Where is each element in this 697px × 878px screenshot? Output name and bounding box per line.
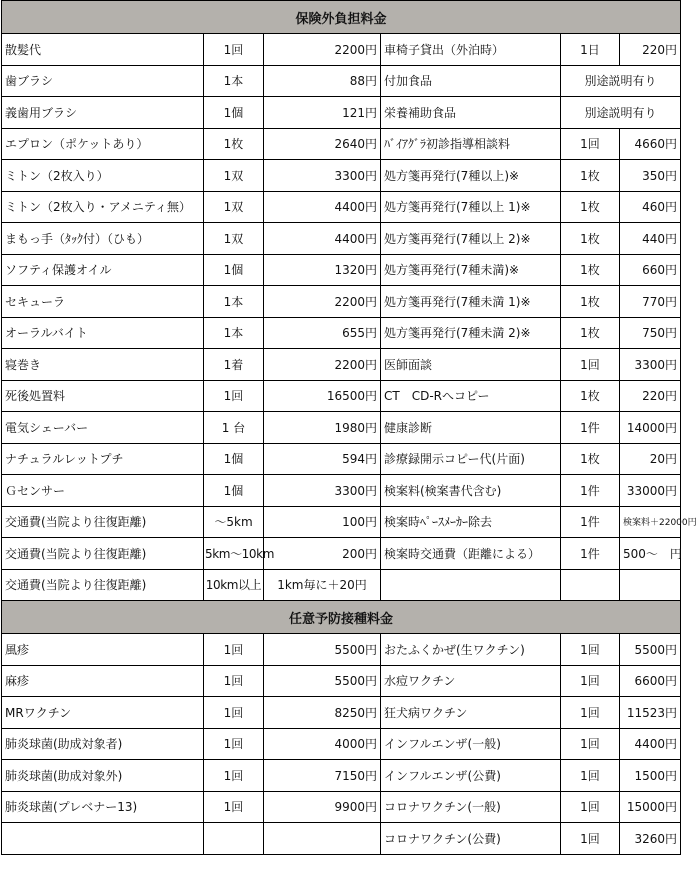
item-note: 別途説明有り <box>561 65 681 97</box>
item-name: Ｇセンサー <box>2 475 204 507</box>
item-quantity: 1個 <box>204 97 264 129</box>
item-name: ミトン（2枚入り・アメニティ無） <box>2 191 204 223</box>
item-quantity: 1双 <box>204 160 264 192</box>
section-header-row <box>2 601 681 634</box>
item-price: 4000円 <box>264 728 381 760</box>
item-price: 220円 <box>620 34 681 66</box>
item-quantity: 1件 <box>561 475 620 507</box>
item-price: 20円 <box>620 443 681 475</box>
item-name: 寝巻き <box>2 349 204 381</box>
item-quantity: 1枚 <box>204 128 264 160</box>
item-quantity: 1枚 <box>561 191 620 223</box>
item-quantity <box>204 823 264 855</box>
item-price: 460円 <box>620 191 681 223</box>
item-price: 500～ 円 <box>620 538 681 570</box>
item-name: 水痘ワクチン <box>381 665 561 697</box>
item-name: 散髪代 <box>2 34 204 66</box>
table-row <box>2 65 681 97</box>
item-quantity: 1回 <box>561 823 620 855</box>
item-quantity: 1枚 <box>561 380 620 412</box>
item-price: 検案料＋22000円 <box>620 506 681 538</box>
table-row <box>2 760 681 792</box>
item-quantity: 1枚 <box>561 286 620 318</box>
item-name: 電気シェーバー <box>2 412 204 444</box>
item-name: 健康診断 <box>381 412 561 444</box>
item-quantity: 1枚 <box>561 160 620 192</box>
item-quantity: 1枚 <box>561 223 620 255</box>
item-name: 車椅子貸出（外泊時） <box>381 34 561 66</box>
item-name <box>2 823 204 855</box>
item-name: コロナワクチン(一般) <box>381 791 561 823</box>
item-name: 医師面談 <box>381 349 561 381</box>
item-quantity: 1回 <box>204 634 264 666</box>
item-name: 検案時交通費（距離による） <box>381 538 561 570</box>
item-quantity: 1件 <box>561 506 620 538</box>
item-name: 処方箋再発行(7種未満)※ <box>381 254 561 286</box>
item-price: 121円 <box>264 97 381 129</box>
item-quantity: 1回 <box>204 34 264 66</box>
item-name: 歯ブラシ <box>2 65 204 97</box>
item-name: コロナワクチン(公費) <box>381 823 561 855</box>
item-price: 6600円 <box>620 665 681 697</box>
item-name: 処方箋再発行(7種以上 2)※ <box>381 223 561 255</box>
item-quantity: 1回 <box>204 760 264 792</box>
item-name: 処方箋再発行(7種以上)※ <box>381 160 561 192</box>
item-price: 750円 <box>620 317 681 349</box>
item-quantity: 1着 <box>204 349 264 381</box>
item-price: 3300円 <box>620 349 681 381</box>
item-name: 義歯用ブラシ <box>2 97 204 129</box>
item-price: 11523円 <box>620 697 681 729</box>
item-quantity: 1回 <box>561 791 620 823</box>
item-quantity: 1本 <box>204 65 264 97</box>
item-name: 肺炎球菌(助成対象外) <box>2 760 204 792</box>
item-price: 3300円 <box>264 160 381 192</box>
item-price: 4660円 <box>620 128 681 160</box>
item-price: 200円 <box>264 538 381 570</box>
item-price: 660円 <box>620 254 681 286</box>
table-row <box>2 223 681 255</box>
table-row <box>2 349 681 381</box>
item-price: 655円 <box>264 317 381 349</box>
item-quantity: 1回 <box>561 128 620 160</box>
item-quantity: 1回 <box>204 665 264 697</box>
item-price: 5500円 <box>264 665 381 697</box>
table-row <box>2 634 681 666</box>
table-row <box>2 538 681 570</box>
item-name: インフルエンザ(公費) <box>381 760 561 792</box>
item-name <box>381 569 561 601</box>
item-name: 検案料(検案書代含む) <box>381 475 561 507</box>
item-price: 7150円 <box>264 760 381 792</box>
item-quantity: 10km以上 <box>204 569 264 601</box>
item-name: エプロン（ポケットあり） <box>2 128 204 160</box>
table-row <box>2 160 681 192</box>
item-quantity: 1件 <box>561 538 620 570</box>
item-name: ナチュラルレットプチ <box>2 443 204 475</box>
item-name: オーラルバイト <box>2 317 204 349</box>
item-name: 検案時ﾍﾟｰｽﾒｰｶｰ除去 <box>381 506 561 538</box>
item-quantity: 1回 <box>204 791 264 823</box>
item-name: 死後処置料 <box>2 380 204 412</box>
item-name: 診療録開示コピー代(片面) <box>381 443 561 475</box>
item-price: 4400円 <box>264 223 381 255</box>
item-name: 風疹 <box>2 634 204 666</box>
item-quantity: 1回 <box>204 380 264 412</box>
item-name: 麻疹 <box>2 665 204 697</box>
item-price: 2200円 <box>264 34 381 66</box>
item-quantity: 1回 <box>204 728 264 760</box>
item-quantity: 1回 <box>561 665 620 697</box>
item-price: 1km毎に＋20円 <box>264 569 381 601</box>
item-price: 350円 <box>620 160 681 192</box>
item-quantity <box>561 569 620 601</box>
item-quantity: 1 台 <box>204 412 264 444</box>
item-quantity: 5km～10km <box>204 538 264 570</box>
item-quantity: 1枚 <box>561 254 620 286</box>
item-quantity: 1枚 <box>561 317 620 349</box>
item-price: 594円 <box>264 443 381 475</box>
table-row <box>2 380 681 412</box>
table-row <box>2 34 681 66</box>
item-price: 3260円 <box>620 823 681 855</box>
table-row <box>2 128 681 160</box>
item-quantity: 1日 <box>561 34 620 66</box>
item-name: 処方箋再発行(7種未満 1)※ <box>381 286 561 318</box>
section-title: 保険外負担料金 <box>2 1 681 34</box>
item-price: 2640円 <box>264 128 381 160</box>
item-price: 33000円 <box>620 475 681 507</box>
item-name: ﾊﾞｲｱｸﾞﾗ初診指導相談料 <box>381 128 561 160</box>
table-row <box>2 475 681 507</box>
item-name: おたふくかぜ(生ワクチン) <box>381 634 561 666</box>
table-row <box>2 191 681 223</box>
item-price: 3300円 <box>264 475 381 507</box>
item-name: 肺炎球菌(プレベナー13) <box>2 791 204 823</box>
item-name: インフルエンザ(一般) <box>381 728 561 760</box>
item-quantity: 1双 <box>204 223 264 255</box>
item-name: セキューラ <box>2 286 204 318</box>
item-name: 付加食品 <box>381 65 561 97</box>
item-name: CT CD-Rへコピー <box>381 380 561 412</box>
item-name: MRワクチン <box>2 697 204 729</box>
item-quantity: 1回 <box>204 697 264 729</box>
table-row <box>2 412 681 444</box>
item-price: 8250円 <box>264 697 381 729</box>
item-quantity: 1個 <box>204 443 264 475</box>
item-note: 別途説明有り <box>561 97 681 129</box>
item-quantity: 1個 <box>204 254 264 286</box>
table-row <box>2 286 681 318</box>
item-price <box>264 823 381 855</box>
item-price: 5500円 <box>264 634 381 666</box>
item-quantity: 1回 <box>561 349 620 381</box>
section-title: 任意予防接種料金 <box>2 601 681 634</box>
item-price <box>620 569 681 601</box>
item-quantity: 1回 <box>561 634 620 666</box>
table-row <box>2 823 681 855</box>
item-price: 4400円 <box>264 191 381 223</box>
item-quantity: 1回 <box>561 760 620 792</box>
item-name: 狂犬病ワクチン <box>381 697 561 729</box>
table-row <box>2 506 681 538</box>
item-quantity: ～5km <box>204 506 264 538</box>
section-header-row <box>2 1 681 34</box>
item-name: 処方箋再発行(7種未満 2)※ <box>381 317 561 349</box>
item-price: 100円 <box>264 506 381 538</box>
item-quantity: 1本 <box>204 317 264 349</box>
item-name: ミトン（2枚入り） <box>2 160 204 192</box>
item-price: 16500円 <box>264 380 381 412</box>
item-price: 14000円 <box>620 412 681 444</box>
item-name: 交通費(当院より往復距離) <box>2 506 204 538</box>
item-price: 770円 <box>620 286 681 318</box>
item-name: 栄養補助食品 <box>381 97 561 129</box>
item-price: 9900円 <box>264 791 381 823</box>
item-quantity: 1枚 <box>561 443 620 475</box>
table-row <box>2 254 681 286</box>
item-name: 処方箋再発行(7種以上 1)※ <box>381 191 561 223</box>
item-price: 15000円 <box>620 791 681 823</box>
item-name: まもっ手（ﾀｯｸ付）（ひも） <box>2 223 204 255</box>
item-quantity: 1回 <box>561 697 620 729</box>
table-row <box>2 443 681 475</box>
item-price: 5500円 <box>620 634 681 666</box>
fee-table <box>1 0 697 855</box>
item-quantity: 1回 <box>561 728 620 760</box>
item-name: 交通費(当院より往復距離) <box>2 538 204 570</box>
table-row <box>2 317 681 349</box>
item-quantity: 1双 <box>204 191 264 223</box>
item-quantity: 1件 <box>561 412 620 444</box>
item-name: 交通費(当院より往復距離) <box>2 569 204 601</box>
table-row <box>2 97 681 129</box>
item-price: 88円 <box>264 65 381 97</box>
table-row <box>2 791 681 823</box>
item-price: 1320円 <box>264 254 381 286</box>
item-price: 1980円 <box>264 412 381 444</box>
table-row <box>2 569 681 601</box>
table-row <box>2 728 681 760</box>
item-quantity: 1個 <box>204 475 264 507</box>
item-price: 2200円 <box>264 286 381 318</box>
item-price: 1500円 <box>620 760 681 792</box>
item-name: 肺炎球菌(助成対象者) <box>2 728 204 760</box>
item-name: ソフティ保護オイル <box>2 254 204 286</box>
item-price: 4400円 <box>620 728 681 760</box>
table-row <box>2 697 681 729</box>
item-price: 220円 <box>620 380 681 412</box>
item-quantity: 1本 <box>204 286 264 318</box>
item-price: 2200円 <box>264 349 381 381</box>
table-row <box>2 665 681 697</box>
item-price: 440円 <box>620 223 681 255</box>
